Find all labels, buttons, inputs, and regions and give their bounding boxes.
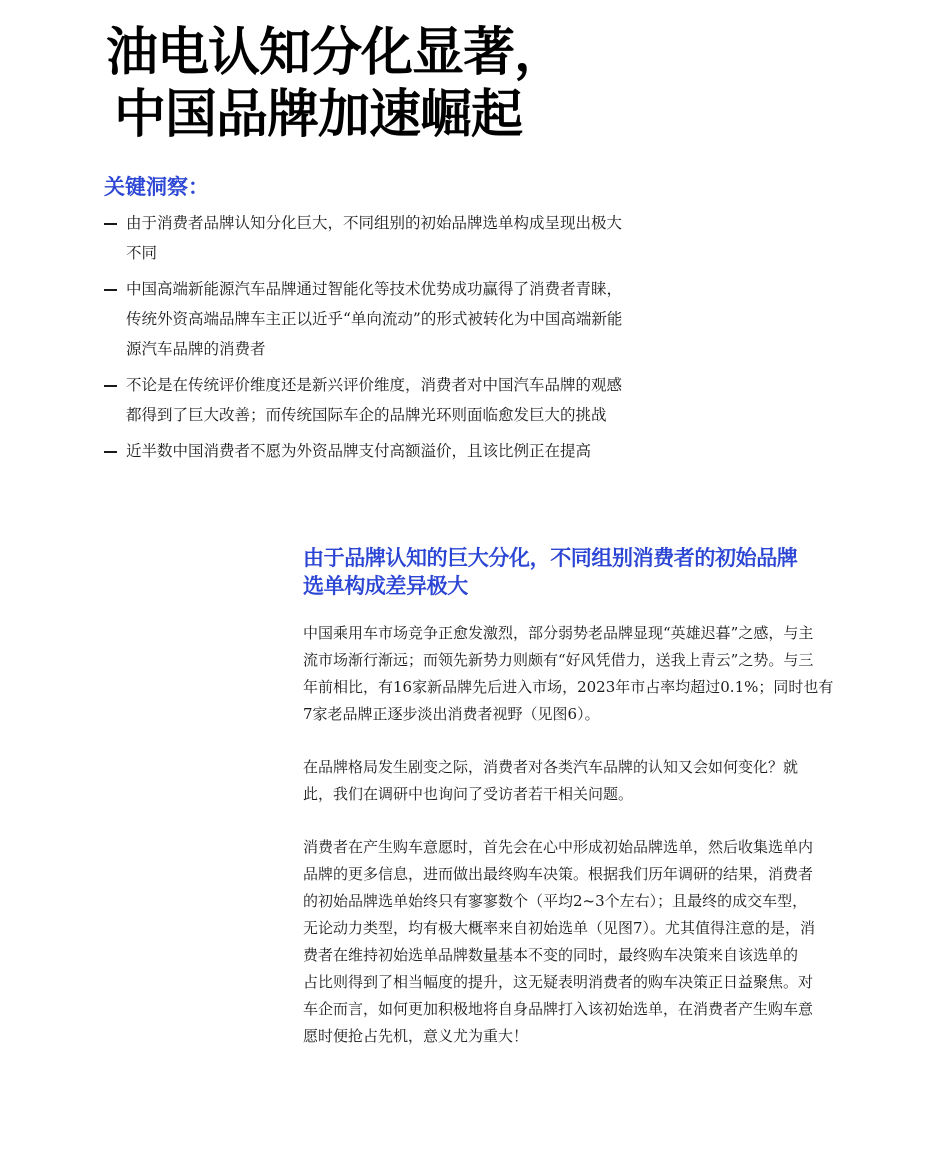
paragraph-line: 车企而言，如何更加积极地将自身品牌打入该初始选单，在消费者产生购车意 bbox=[303, 1000, 814, 1018]
insight-line: 不论是在传统评价维度还是新兴评价维度，消费者对中国汽车品牌的观感 bbox=[126, 376, 623, 394]
paragraph-line: 流市场渐行渐远；而领先新势力则颇有“好风凭借力，送我上青云”之势。与三 bbox=[303, 651, 814, 669]
key-insights-heading: 关键洞察： bbox=[104, 175, 209, 199]
section-heading-line-2: 选单构成差异极大 bbox=[303, 574, 468, 598]
paragraph-line: 品牌的更多信息，进而做出最终购车决策。根据我们历年调研的结果，消费者 bbox=[303, 865, 814, 883]
insight-line: 由于消费者品牌认知分化巨大，不同组别的初始品牌选单构成呈现出极大 bbox=[126, 214, 623, 232]
paragraph-line: 的初始品牌选单始终只有寥寥数个（平均2~3个左右）；且最终的成交车型， bbox=[303, 892, 808, 910]
insight-line: 近半数中国消费者不愿为外资品牌支付高额溢价，且该比例正在提高 bbox=[126, 442, 592, 460]
paragraph-line: 在品牌格局发生剧变之际，消费者对各类汽车品牌的认知又会如何变化？就 bbox=[303, 758, 799, 776]
insight-item-3 bbox=[104, 370, 704, 430]
paragraph-line: 费者在维持初始选单品牌数量基本不变的同时，最终购车决策来自该选单的 bbox=[303, 946, 799, 964]
insight-item-2 bbox=[104, 274, 704, 364]
paragraph-line: 7家老品牌正逐步淡出消费者视野（见图6）。 bbox=[303, 705, 600, 723]
section-heading bbox=[303, 544, 903, 600]
page-title-line-1: 油电认知分化显著， bbox=[106, 23, 566, 83]
paragraph-2 bbox=[303, 754, 891, 808]
paragraph-line: 无论动力类型，均有极大概率来自初始选单（见图7）。尤其值得注意的是，消 bbox=[303, 919, 816, 937]
insight-line: 都得到了巨大改善；而传统国际车企的品牌光环则面临愈发巨大的挑战 bbox=[126, 406, 607, 424]
page-title bbox=[106, 22, 806, 146]
insight-line: 不同 bbox=[126, 244, 158, 262]
insight-item-1 bbox=[104, 208, 704, 268]
bullet-dash-icon bbox=[104, 289, 117, 291]
paragraph-line: 年前相比，有16家新品牌先后进入市场，2023年市占率均超过0.1%；同时也有 bbox=[303, 678, 834, 696]
section-heading-line-1: 由于品牌认知的巨大分化，不同组别消费者的初始品牌 bbox=[303, 546, 798, 570]
paragraph-line: 消费者在产生购车意愿时，首先会在心中形成初始品牌选单，然后收集选单内 bbox=[303, 838, 814, 856]
insight-line: 中国高端新能源汽车品牌通过智能化等技术优势成功赢得了消费者青睐， bbox=[126, 280, 623, 298]
paragraph-line: 此，我们在调研中也询问了受访者若干相关问题。 bbox=[303, 785, 634, 803]
paragraph-line: 占比则得到了相当幅度的提升，这无疑表明消费者的购车决策正日益聚焦。对 bbox=[303, 973, 814, 991]
paragraph-line: 愿时便抢占先机，意义尤为重大！ bbox=[303, 1027, 529, 1045]
page-title-line-2: 中国品牌加速崛起 bbox=[114, 85, 523, 145]
paragraph-1 bbox=[303, 620, 891, 728]
paragraph-line: 中国乘用车市场竞争正愈发激烈，部分弱势老品牌显现“英雄迟暮”之感，与主 bbox=[303, 624, 814, 642]
insight-item-4 bbox=[104, 436, 704, 466]
insight-line: 传统外资高端品牌车主正以近乎“单向流动”的形式被转化为中国高端新能 bbox=[126, 310, 623, 328]
key-insights-list bbox=[104, 208, 704, 472]
paragraph-3 bbox=[303, 834, 891, 1050]
bullet-dash-icon bbox=[104, 451, 117, 453]
bullet-dash-icon bbox=[104, 385, 117, 387]
insight-line: 源汽车品牌的消费者 bbox=[126, 340, 266, 358]
body-text bbox=[303, 620, 891, 1076]
bullet-dash-icon bbox=[104, 223, 117, 225]
